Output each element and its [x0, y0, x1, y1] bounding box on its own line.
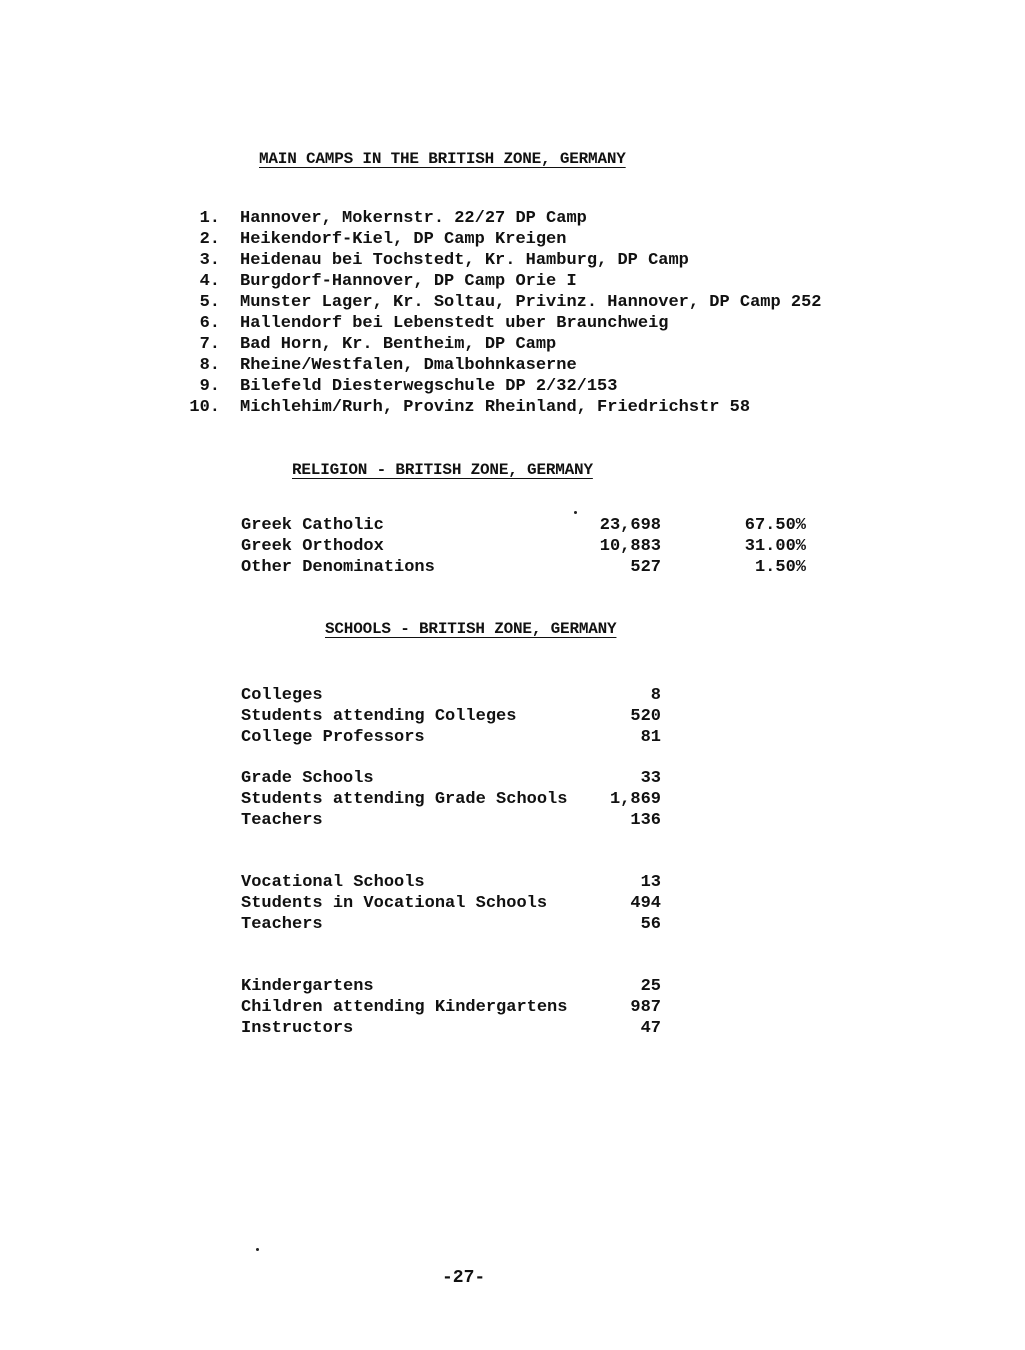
camp-text: Munster Lager, Kr. Soltau, Privinz. Hannover, DP Camp 252	[240, 293, 822, 312]
camp-number: 4.	[199, 272, 220, 291]
camp-text: Heidenau bei Tochstedt, Kr. Hamburg, DP Camp	[240, 251, 689, 270]
camp-number: 6.	[199, 314, 220, 333]
religion-heading: RELIGION - BRITISH ZONE, GERMANY	[292, 461, 593, 479]
camp-item	[180, 292, 822, 313]
camp-item	[180, 208, 587, 229]
camp-text: Michlehim/Rurh, Provinz Rheinland, Friedrichstr 58	[240, 398, 751, 417]
camps-list	[180, 208, 822, 418]
schools-count: 25	[640, 977, 661, 996]
camp-item	[180, 376, 618, 397]
camp-number: 3.	[199, 251, 220, 270]
camp-item	[180, 250, 689, 271]
religion-count: 10,883	[599, 537, 661, 556]
schools-count: 8	[650, 686, 661, 705]
religion-percent: 31.00%	[744, 537, 806, 556]
schools-label: Students in Vocational Schools	[241, 894, 548, 913]
schools-label: Students attending Colleges	[241, 707, 517, 726]
camp-text: Heikendorf-Kiel, DP Camp Kreigen	[240, 230, 567, 249]
schools-count: 520	[630, 707, 661, 726]
schools-count: 987	[630, 998, 661, 1017]
religion-count: 527	[630, 558, 661, 577]
religion-label: Greek Catholic	[241, 516, 384, 535]
camp-item	[180, 229, 567, 250]
schools-label: Kindergartens	[241, 977, 374, 996]
camp-item	[180, 397, 751, 418]
camp-text: Hallendorf bei Lebenstedt uber Braunchweig	[240, 314, 669, 333]
camp-text: Rheine/Westfalen, Dmalbohnkaserne	[240, 356, 577, 375]
schools-label: Teachers	[241, 811, 323, 830]
schools-count: 494	[630, 894, 661, 913]
page-number: -27-	[442, 1268, 486, 1288]
schools-count: 13	[640, 873, 661, 892]
schools-heading: SCHOOLS - BRITISH ZONE, GERMANY	[325, 620, 617, 638]
schools-count: 1,869	[609, 790, 661, 809]
camp-number: 8.	[199, 356, 220, 375]
camp-number: 10.	[189, 398, 220, 417]
religion-count: 23,698	[599, 516, 661, 535]
camp-item	[180, 271, 577, 292]
camp-text: Bad Horn, Kr. Bentheim, DP Camp	[240, 335, 557, 354]
schools-count: 56	[640, 915, 661, 934]
religion-label: Other Denominations	[241, 558, 435, 577]
schools-label: Instructors	[241, 1019, 354, 1038]
schools-count: 33	[640, 769, 661, 788]
camp-number: 2.	[199, 230, 220, 249]
paper-speck	[256, 1248, 259, 1251]
camp-text: Hannover, Mokernstr. 22/27 DP Camp	[240, 209, 587, 228]
schools-label: Students attending Grade Schools	[241, 790, 568, 809]
camp-item	[180, 313, 669, 334]
paper-speck	[574, 511, 577, 514]
schools-count: 47	[640, 1019, 661, 1038]
camp-item	[180, 334, 557, 355]
schools-label: Vocational Schools	[241, 873, 425, 892]
schools-label: Teachers	[241, 915, 323, 934]
camp-text: Burgdorf-Hannover, DP Camp Orie I	[240, 272, 577, 291]
schools-label: College Professors	[241, 728, 425, 747]
schools-label: Colleges	[241, 686, 323, 705]
schools-label: Grade Schools	[241, 769, 374, 788]
religion-label: Greek Orthodox	[241, 537, 384, 556]
religion-percent: 67.50%	[744, 516, 806, 535]
schools-label: Children attending Kindergartens	[241, 998, 568, 1017]
religion-percent: 1.50%	[754, 558, 806, 577]
camp-number: 5.	[199, 293, 220, 312]
camp-text: Bilefeld Diesterwegschule DP 2/32/153	[240, 377, 618, 396]
camp-number: 7.	[199, 335, 220, 354]
camp-number: 1.	[199, 209, 220, 228]
camp-item	[180, 355, 577, 376]
camp-number: 9.	[199, 377, 220, 396]
schools-count: 81	[640, 728, 661, 747]
camps-heading: MAIN CAMPS IN THE BRITISH ZONE, GERMANY	[259, 150, 626, 168]
schools-count: 136	[630, 811, 661, 830]
